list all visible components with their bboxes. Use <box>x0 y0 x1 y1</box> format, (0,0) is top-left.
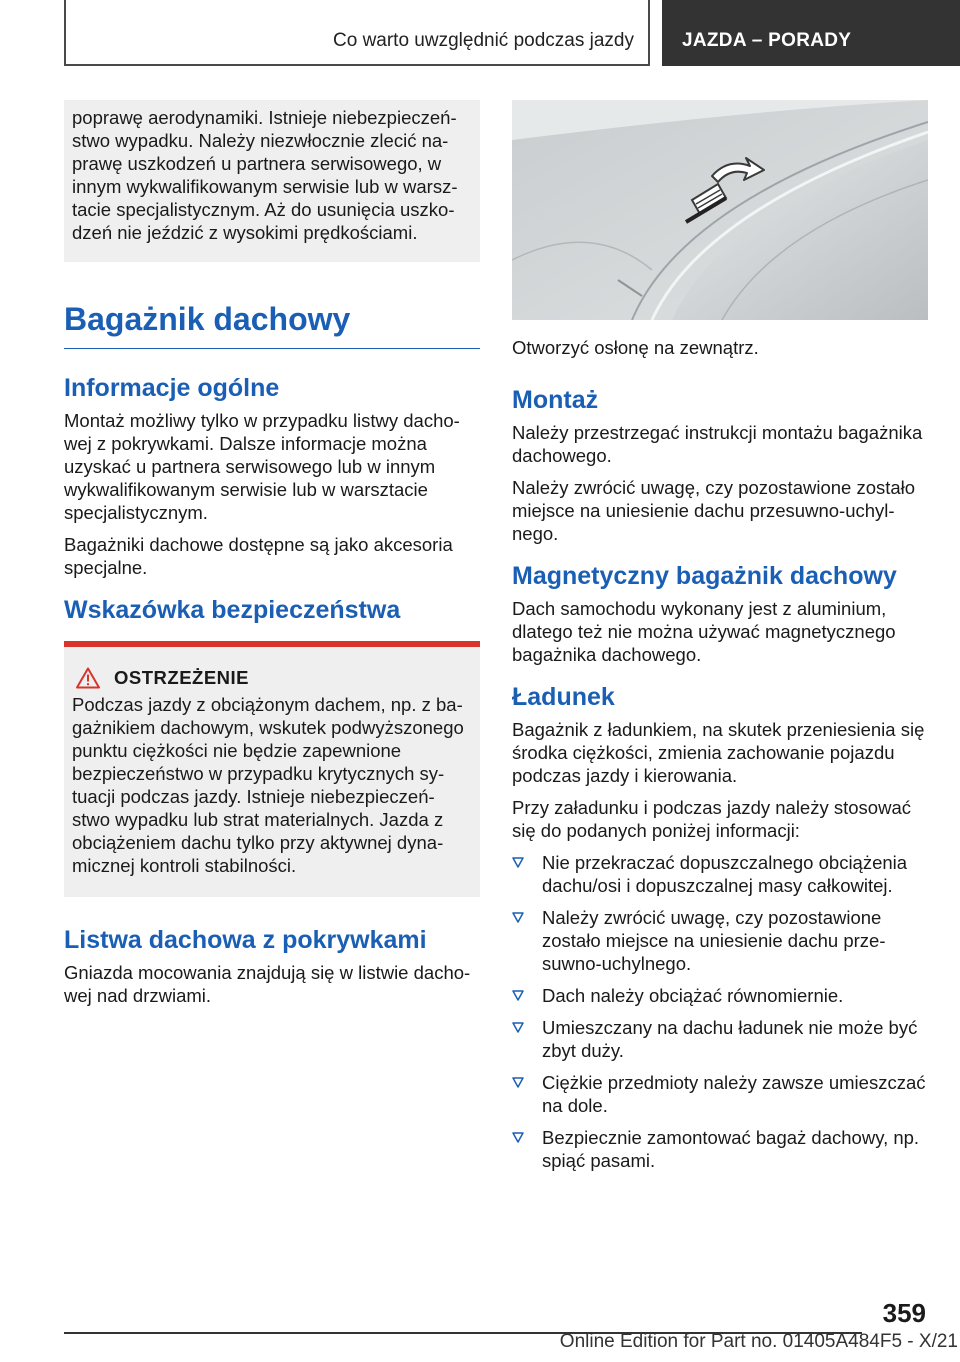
page-number: 359 <box>882 1298 926 1328</box>
mounting-paragraph-2: Należy zwrócić uwagę, czy pozostawione zostało miejsce na uniesienie dachu przesuwno-uchylnego. <box>512 477 916 544</box>
magnetic-heading: Magnetyczny bagażnik dachowy <box>512 562 897 590</box>
list-item <box>512 906 928 975</box>
general-info-heading: Informacje ogólne <box>64 374 280 402</box>
load-paragraph-1: Bagażnik z ładunkiem, na skutek przeniesienia się środka ciężkości, zmienia zachowanie pojazdu podczas jazdy i kierowania. <box>512 719 925 786</box>
general-info-paragraph-1: Montaż możliwy tylko w przypadku listwy dachowej z pokrywkami. Dalsze informacje można uzyskać u partnera serwisowego lub w innym wykwalifikowanym serwisie lub w warsztacie specjalistycznym. <box>64 410 460 523</box>
warning-box <box>64 647 480 897</box>
continued-warning-box <box>64 100 480 262</box>
photo-caption: Otworzyć osłonę na zewnątrz. <box>512 337 759 358</box>
footer-edition-text: Online Edition for Part no. 01405A484F5 - X/21 <box>559 1331 958 1352</box>
warning-text: Podczas jazdy z obciążonym dachem, np. z bagażnikiem dachowym, wskutek podwyższonego punktu ciężkości nie będzie zapewnione bezpieczeństwo w przypadku krytycznych sytuacji podczas jazdy. Istnieje niebezpieczeństwo wypadku lub strat materialnych. Jazda z obciążeniem dachu tylko przy aktywnej dynamicznej kontroli stabilności. <box>72 694 464 876</box>
bullet-text: Umieszczany na dachu ładunek nie może być zbyt duży. <box>542 1017 918 1061</box>
triangle-bullet-icon <box>512 1022 524 1033</box>
roof-rail-cover-photo <box>512 100 928 320</box>
list-item <box>512 851 928 897</box>
list-item <box>512 984 928 1007</box>
triangle-bullet-icon <box>512 912 524 923</box>
bullet-text: Dach należy obciążać równomiernie. <box>542 985 844 1006</box>
triangle-bullet-icon <box>512 1132 524 1143</box>
header-chapter-tab <box>662 0 960 66</box>
triangle-bullet-icon <box>512 990 524 1001</box>
load-bullet-list <box>512 851 928 1172</box>
bullet-text: Bezpiecznie zamontować bagaż dachowy, np. spiąć pasami. <box>542 1127 920 1171</box>
bullet-text: Ciężkie przedmioty należy zawsze umieszczać na dole. <box>542 1072 926 1116</box>
safety-heading: Wskazówka bezpieczeństwa <box>64 596 401 624</box>
triangle-bullet-icon <box>512 857 524 868</box>
bullet-text: Nie przekraczać dopuszczalnego obciążenia dachu/osi i dopuszczalnej masy całkowitej. <box>542 852 908 896</box>
continued-warning-text: poprawę aerodynamiki. Istnieje niebezpieczeństwo wypadku. Należy niezwłocznie zlecić naprawę uszkodzeń u partnera serwisowego, w innym wykwalifikowanym serwisie lub w warsztacie specjalistycznym. Aż do usunięcia uszkodzeń nie jeździć z wysokimi prędkościami. <box>72 107 458 243</box>
mounting-paragraph-1: Należy przestrzegać instrukcji montażu bagażnika dachowego. <box>512 422 923 466</box>
right-column <box>512 100 928 1181</box>
warning-label: OSTRZEŻENIE <box>114 667 250 688</box>
roof-rail-heading: Listwa dachowa z pokrywkami <box>64 926 427 954</box>
bullet-text: Należy zwrócić uwagę, czy pozostawione zostało miejsce na uniesienie dachu przesuwno-uchylnego. <box>542 907 886 974</box>
roof-rail-illustration <box>512 100 928 320</box>
header-section-title: Co warto uwzględnić podczas jazdy <box>333 30 634 51</box>
left-column <box>64 100 480 1016</box>
header-section-tab <box>64 0 650 66</box>
warning-title-row <box>72 667 466 689</box>
load-paragraph-2: Przy załadunku i podczas jazdy należy stosować się do podanych poniżej informacji: <box>512 797 911 841</box>
warning-triangle-icon <box>76 667 100 689</box>
roof-rail-text: Gniazda mocowania znajdują się w listwie dachowej nad drzwiami. <box>64 962 471 1006</box>
mounting-heading: Montaż <box>512 386 599 414</box>
list-item <box>512 1016 928 1062</box>
magnetic-text: Dach samochodu wykonany jest z aluminium, dlatego też nie można używać magnetycznego bagażnika dachowego. <box>512 598 896 665</box>
load-heading: Ładunek <box>512 683 615 711</box>
list-item <box>512 1126 928 1172</box>
main-heading: Bagażnik dachowy <box>64 300 480 349</box>
triangle-bullet-icon <box>512 1077 524 1088</box>
general-info-paragraph-2: Bagażniki dachowe dostępne są jako akcesoria specjalne. <box>64 534 453 578</box>
list-item <box>512 1071 928 1117</box>
header-chapter-title: JAZDA – PORADY <box>682 30 852 51</box>
